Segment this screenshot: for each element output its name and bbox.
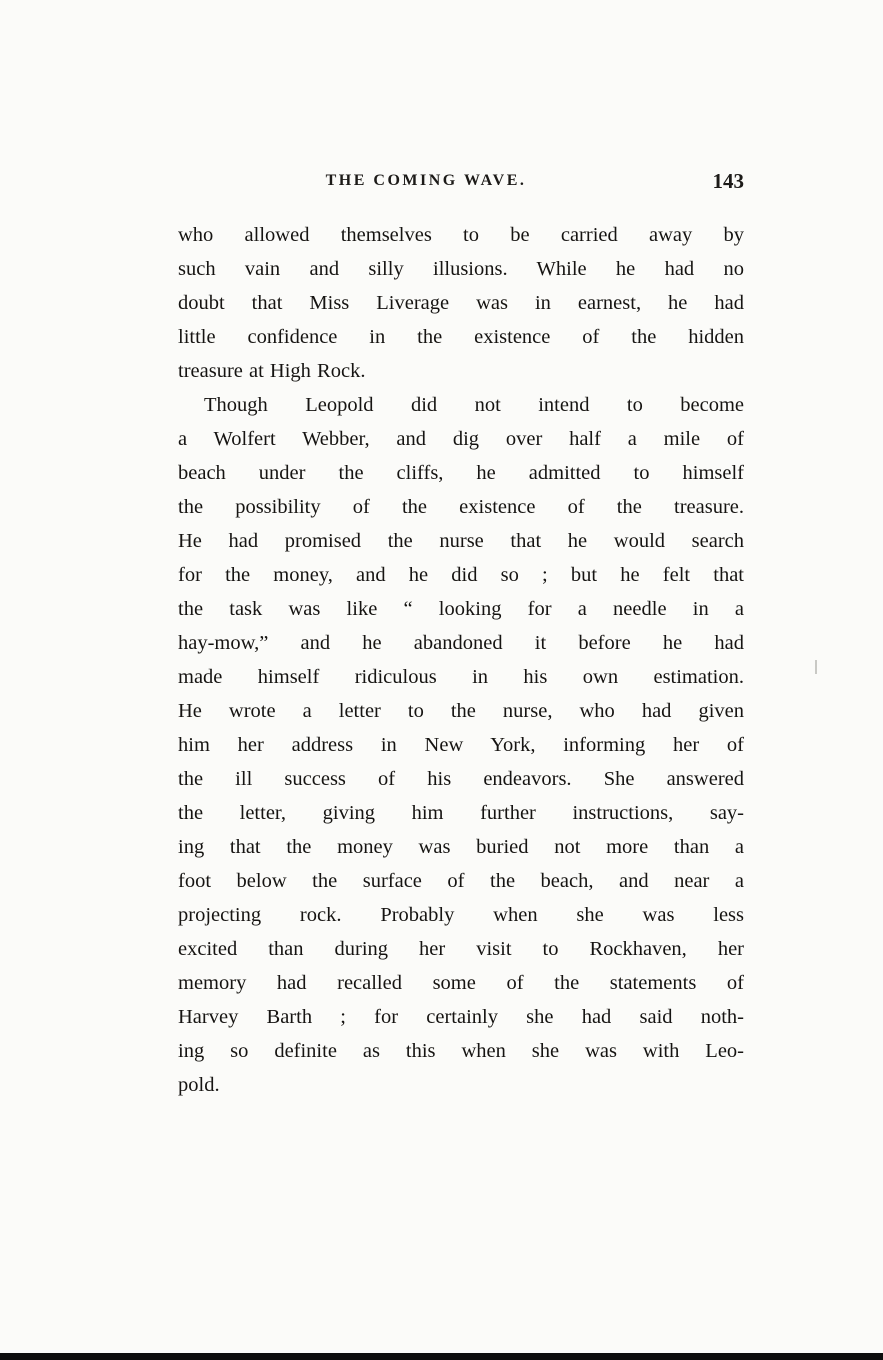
text-line: ing so definite as this when she was with Leo- — [178, 1040, 744, 1062]
text-line: Though Leopold did not intend to become — [204, 394, 744, 416]
text-line: hay-mow,” and he abandoned it before he had — [178, 632, 744, 654]
text-line: treasure at High Rock. — [178, 360, 366, 382]
text-line: who allowed themselves to be carried away by — [178, 224, 744, 246]
text-line: Harvey Barth ; for certainly she had said noth- — [178, 1006, 744, 1028]
text-column — [178, 218, 744, 1102]
text-line: such vain and silly illusions. While he had no — [178, 258, 744, 280]
text-line: He wrote a letter to the nurse, who had given — [178, 700, 744, 722]
text-line: excited than during her visit to Rockhaven, her — [178, 938, 744, 960]
paragraph — [178, 388, 744, 1102]
text-line: pold. — [178, 1074, 220, 1096]
paragraph — [178, 218, 744, 388]
scan-artifact — [815, 660, 817, 674]
text-line: little confidence in the existence of the hidden — [178, 326, 744, 348]
text-line: the letter, giving him further instructions, say- — [178, 802, 744, 824]
running-title: THE COMING WAVE. — [325, 172, 527, 189]
text-line: a Wolfert Webber, and dig over half a mile of — [178, 428, 744, 450]
text-line: him her address in New York, informing her of — [178, 734, 744, 756]
page-number: 143 — [712, 169, 744, 193]
text-line: ing that the money was buried not more than a — [178, 836, 744, 858]
text-line: doubt that Miss Liverage was in earnest, he had — [178, 292, 744, 314]
page-header — [178, 169, 744, 206]
scan-edge — [0, 1353, 883, 1360]
text-line: made himself ridiculous in his own estimation. — [178, 666, 744, 688]
text-line: He had promised the nurse that he would search — [178, 530, 744, 552]
text-line: memory had recalled some of the statements of — [178, 972, 744, 994]
text-line: the task was like “ looking for a needle in a — [178, 598, 744, 620]
text-line: foot below the surface of the beach, and near a — [178, 870, 744, 892]
text-line: for the money, and he did so ; but he felt that — [178, 564, 744, 586]
text-line: the possibility of the existence of the treasure. — [178, 496, 744, 518]
text-column-wrapper — [178, 169, 744, 1102]
text-line: beach under the cliffs, he admitted to himself — [178, 462, 744, 484]
text-line: projecting rock. Probably when she was less — [178, 904, 744, 926]
text-line: the ill success of his endeavors. She answered — [178, 768, 744, 790]
